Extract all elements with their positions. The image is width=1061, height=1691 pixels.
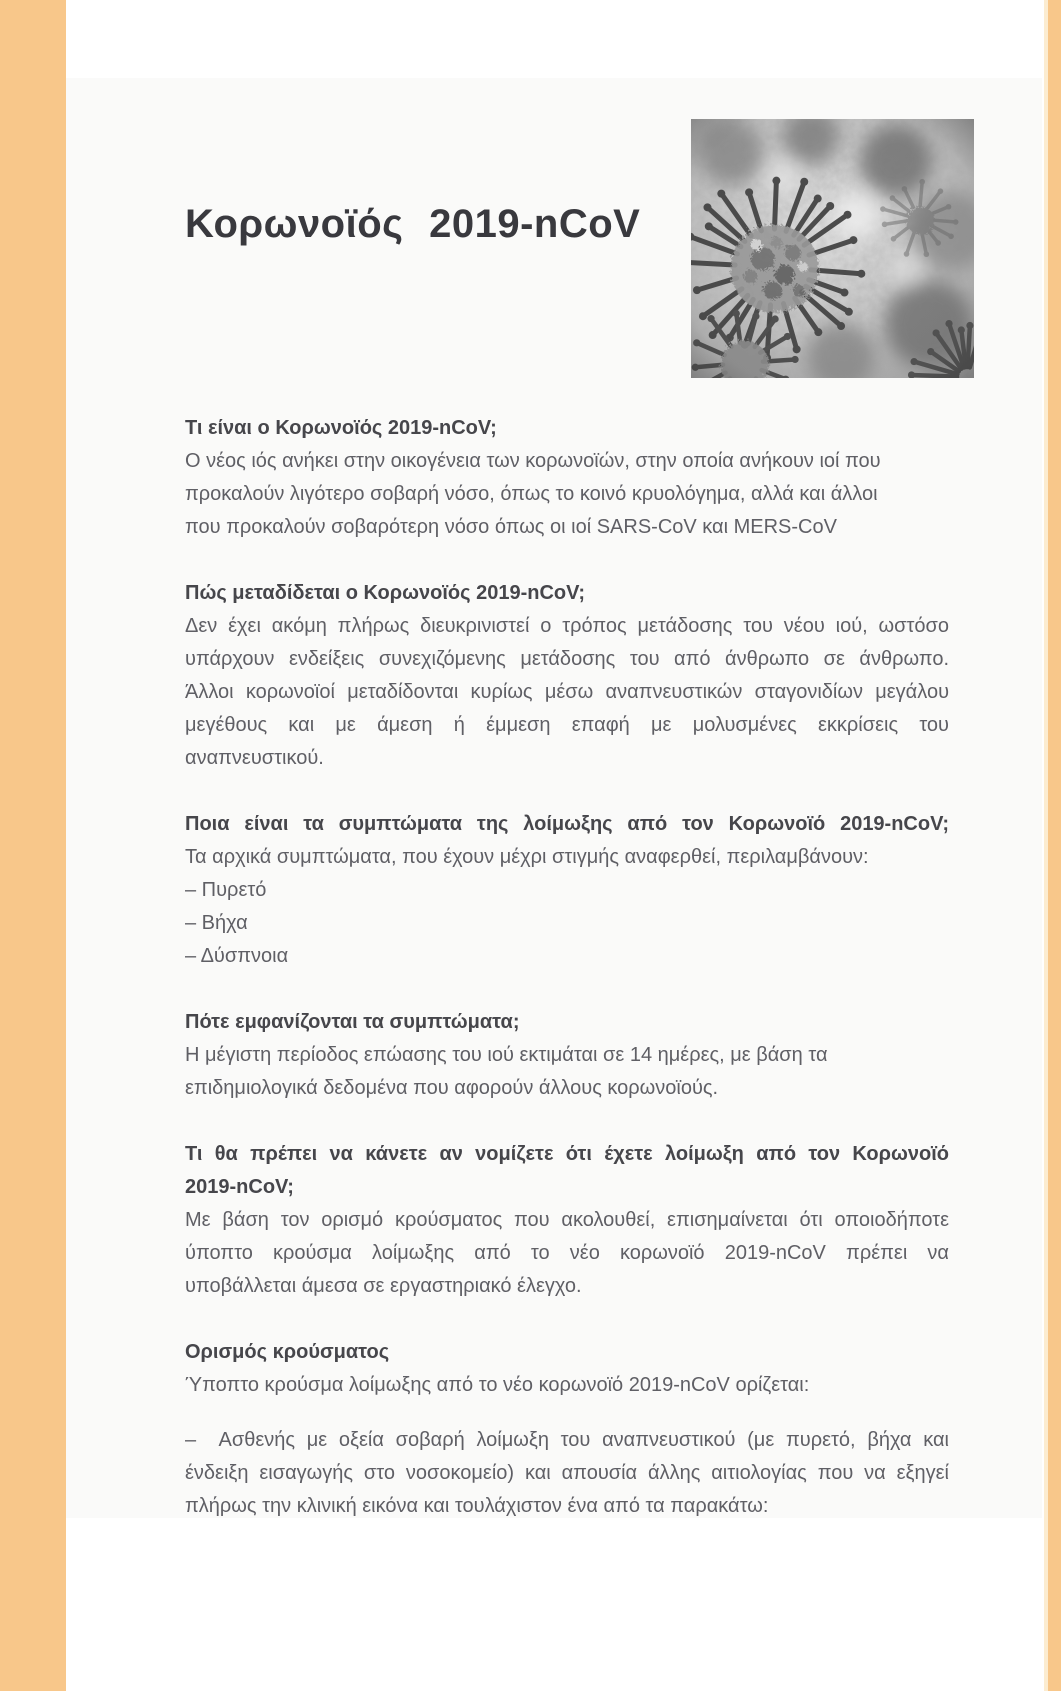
text-line: – Ασθενής με οξεία σοβαρή λοίμωξη του αναπνευστικού (με πυρετό, βήχα και <box>185 1429 949 1451</box>
text-line: υπάρχουν ενδείξεις συνεχιζόμενης μετάδοσης του από άνθρωπο σε άνθρωπο. <box>185 648 949 670</box>
paragraph-case-criteria <box>185 1424 949 1523</box>
text-line: Άλλοι κορωνοϊοί μεταδίδονται κυρίως μέσω αναπνευστικών σταγονιδίων μεγάλου <box>185 681 949 703</box>
text-line: επιδημιολογικά δεδομένα που αφορούν άλλους κορωνοϊούς. <box>185 1077 719 1099</box>
text-line: ύποπτο κρούσμα λοίμωξης από το νέο κορωνοϊό 2019-nCoV πρέπει να <box>185 1242 949 1264</box>
text-line: μεγέθους και με άμεση ή έμμεση επαφή με μολυσμένες εκκρίσεις του <box>185 714 949 736</box>
list-item-cough: – Βήχα <box>185 912 248 934</box>
text-line: Δεν έχει ακόμη πλήρως διευκρινιστεί ο τρόπος μετάδοσης του νέου ιού, ωστόσο <box>185 615 949 637</box>
paragraph-transmission <box>185 610 949 775</box>
text-line: αναπνευστικού. <box>185 747 324 769</box>
text-line: ένδειξη εισαγωγής στο νοσοκομείο) και απουσία άλλης αιτιολογίας που να εξηγεί <box>185 1462 949 1484</box>
document-body <box>185 412 949 1523</box>
right-accent-stripe <box>1044 0 1061 1691</box>
paragraph-onset <box>185 1039 949 1105</box>
paragraph-case-definition <box>185 1369 949 1402</box>
left-accent-stripe <box>0 0 66 1691</box>
list-item-dyspnea: – Δύσπνοια <box>185 945 289 967</box>
heading-line: 2019-nCoV; <box>185 1176 294 1198</box>
document-page <box>66 78 1042 1518</box>
paragraph-what-to-do <box>185 1204 949 1303</box>
paragraph-symptoms <box>185 841 949 874</box>
text-line: που προκαλούν σοβαρότερη νόσο όπως οι ιοί SARS-CoV και MERS-CoV <box>185 516 837 538</box>
text-line: Με βάση τον ορισμό κρούσματος που ακολουθεί, επισημαίνεται ότι οποιοδήποτε <box>185 1209 949 1231</box>
section-heading-transmission: Πώς μεταδίδεται ο Κορωνοϊός 2019-nCoV; <box>185 582 586 604</box>
symptom-list <box>185 874 949 973</box>
section-heading-what-to-do <box>185 1138 949 1204</box>
coronavirus-micrograph-image <box>691 119 974 378</box>
list-item-fever: – Πυρετό <box>185 879 267 901</box>
section-heading-onset: Πότε εμφανίζονται τα συμπτώματα; <box>185 1011 520 1033</box>
section-heading-what-is: Τι είναι ο Κορωνοϊός 2019-nCoV; <box>185 417 497 439</box>
text-line: Η μέγιστη περίοδος επώασης του ιού εκτιμάται σε 14 ημέρες, με βάση τα <box>185 1044 828 1066</box>
virus-illustration <box>691 119 974 378</box>
section-heading-case-definition: Ορισμός κρούσματος <box>185 1341 390 1363</box>
text-line: Ο νέος ιός ανήκει στην οικογένεια των κορωνοϊών, στην οποία ανήκουν ιοί που <box>185 450 881 472</box>
text-line: πλήρως την κλινική εικόνα και τουλάχιστον ένα από τα παρακάτω: <box>185 1495 769 1517</box>
text-line: Ύποπτο κρούσμα λοίμωξης από το νέο κορωνοϊό 2019-nCoV ορίζεται: <box>185 1374 810 1396</box>
paragraph-what-is <box>185 445 949 544</box>
page-title: Κορωνοϊός 2019-nCoV <box>185 202 641 246</box>
text-line: Τα αρχικά συμπτώματα, που έχουν μέχρι στιγμής αναφερθεί, περιλαμβάνουν: <box>185 846 869 868</box>
text-line: προκαλούν λιγότερο σοβαρή νόσο, όπως το κοινό κρυολόγημα, αλλά και άλλοι <box>185 483 878 505</box>
heading-line: Τι θα πρέπει να κάνετε αν νομίζετε ότι έχετε λοίμωξη από τον Κορωνοϊό <box>185 1143 949 1165</box>
section-heading-symptoms: Ποια είναι τα συμπτώματα της λοίμωξης από τον Κορωνοϊό 2019-nCoV; <box>185 813 949 835</box>
text-line: υποβάλλεται άμεσα σε εργαστηριακό έλεγχο. <box>185 1275 582 1297</box>
